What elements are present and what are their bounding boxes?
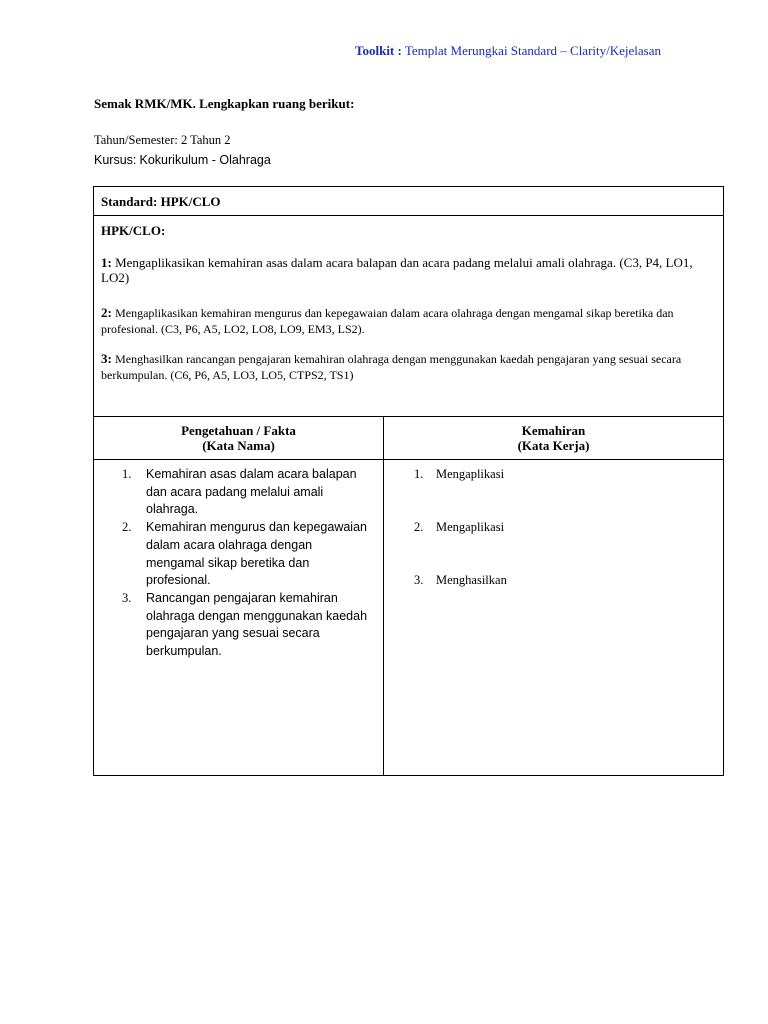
hpk-item-text: Mengaplikasikan kemahiran asas dalam acara balapan dan acara padang melalui amali olahraga. (C3, P4, LO1, LO2) [101,255,693,285]
hpk-item-number: 2: [101,305,112,320]
hpk-item [101,351,713,383]
knowledge-column [94,417,384,775]
header-text: Templat Merungkai Standard – Clarity/Kejelasan [404,43,661,58]
knowledge-header-title: Pengetahuan / Fakta [181,423,296,438]
knowledge-item-text: Kemahiran asas dalam acara balapan dan acara padang melalui amali olahraga. [146,467,357,517]
course-row [94,153,271,168]
skills-body [384,460,723,775]
year-value: 2 Tahun 2 [180,133,231,147]
skill-item-text: Menghasilkan [436,573,507,587]
skill-item-number: 3. [414,573,424,587]
skill-item-text: Mengaplikasi [436,467,505,481]
skills-header [384,417,723,460]
skill-item [414,572,723,625]
header-label: Toolkit : [355,43,402,58]
skills-column [384,417,723,775]
course-value: Kokurikulum - Olahraga [139,153,271,167]
skills-list [384,460,723,625]
knowledge-item-text: Rancangan pengajaran kemahiran olahraga dengan menggunakan kaedah pengajaran yang sesuai secara berkumpulan. [146,590,368,659]
hpk-item-text: Menghasilkan rancangan pengajaran kemahiran olahraga dengan menggunakan kaedah pengajaran yang sesuai secara berkumpulan. (C6, P6, A5, LO3, LO5, CTPS2, TS1) [101,352,682,382]
skills-header-subtitle: (Kata Kerja) [517,438,590,453]
hpk-section [94,216,723,417]
hpk-item [101,255,713,285]
knowledge-list [94,460,383,661]
skill-item-number: 2. [414,520,424,534]
knowledge-item-number: 3. [122,590,132,605]
standard-label: Standard: HPK/CLO [94,187,723,216]
knowledge-item [122,590,371,661]
knowledge-body [94,460,383,775]
hpk-item-text: Mengaplikasikan kemahiran mengurus dan kepegawaian dalam acara olahraga dengan mengamal sikap beretika dan profesional. (C3, P6, A5, LO2, LO8, LO9, EM3, LS2). [101,306,674,336]
knowledge-header-subtitle: (Kata Nama) [202,438,275,453]
skills-header-title: Kemahiran [521,423,586,438]
breakdown-columns [94,417,723,775]
skill-item [414,519,723,572]
knowledge-item-number: 2. [122,520,132,535]
knowledge-item-number: 1. [122,467,132,481]
course-label: Kursus: [94,153,137,167]
hpk-item-number: 3: [101,351,112,366]
knowledge-item [122,466,371,519]
standard-table [93,186,724,776]
year-label: Tahun/Semester: [94,133,178,147]
hpk-heading: HPK/CLO: [101,223,166,238]
year-semester-row [94,133,231,148]
knowledge-header [94,417,383,460]
skill-item-text: Mengaplikasi [436,520,505,534]
skill-item-number: 1. [414,467,424,481]
page-header [355,43,661,59]
hpk-item [101,305,713,337]
hpk-item-number: 1: [101,255,112,270]
intro-title: Semak RMK/MK. Lengkapkan ruang berikut: [94,96,355,111]
knowledge-item [122,519,371,590]
skill-item [414,466,723,519]
knowledge-item-text: Kemahiran mengurus dan kepegawaian dalam acara olahraga dengan mengamal sikap beretika dan profesional. [146,520,367,588]
